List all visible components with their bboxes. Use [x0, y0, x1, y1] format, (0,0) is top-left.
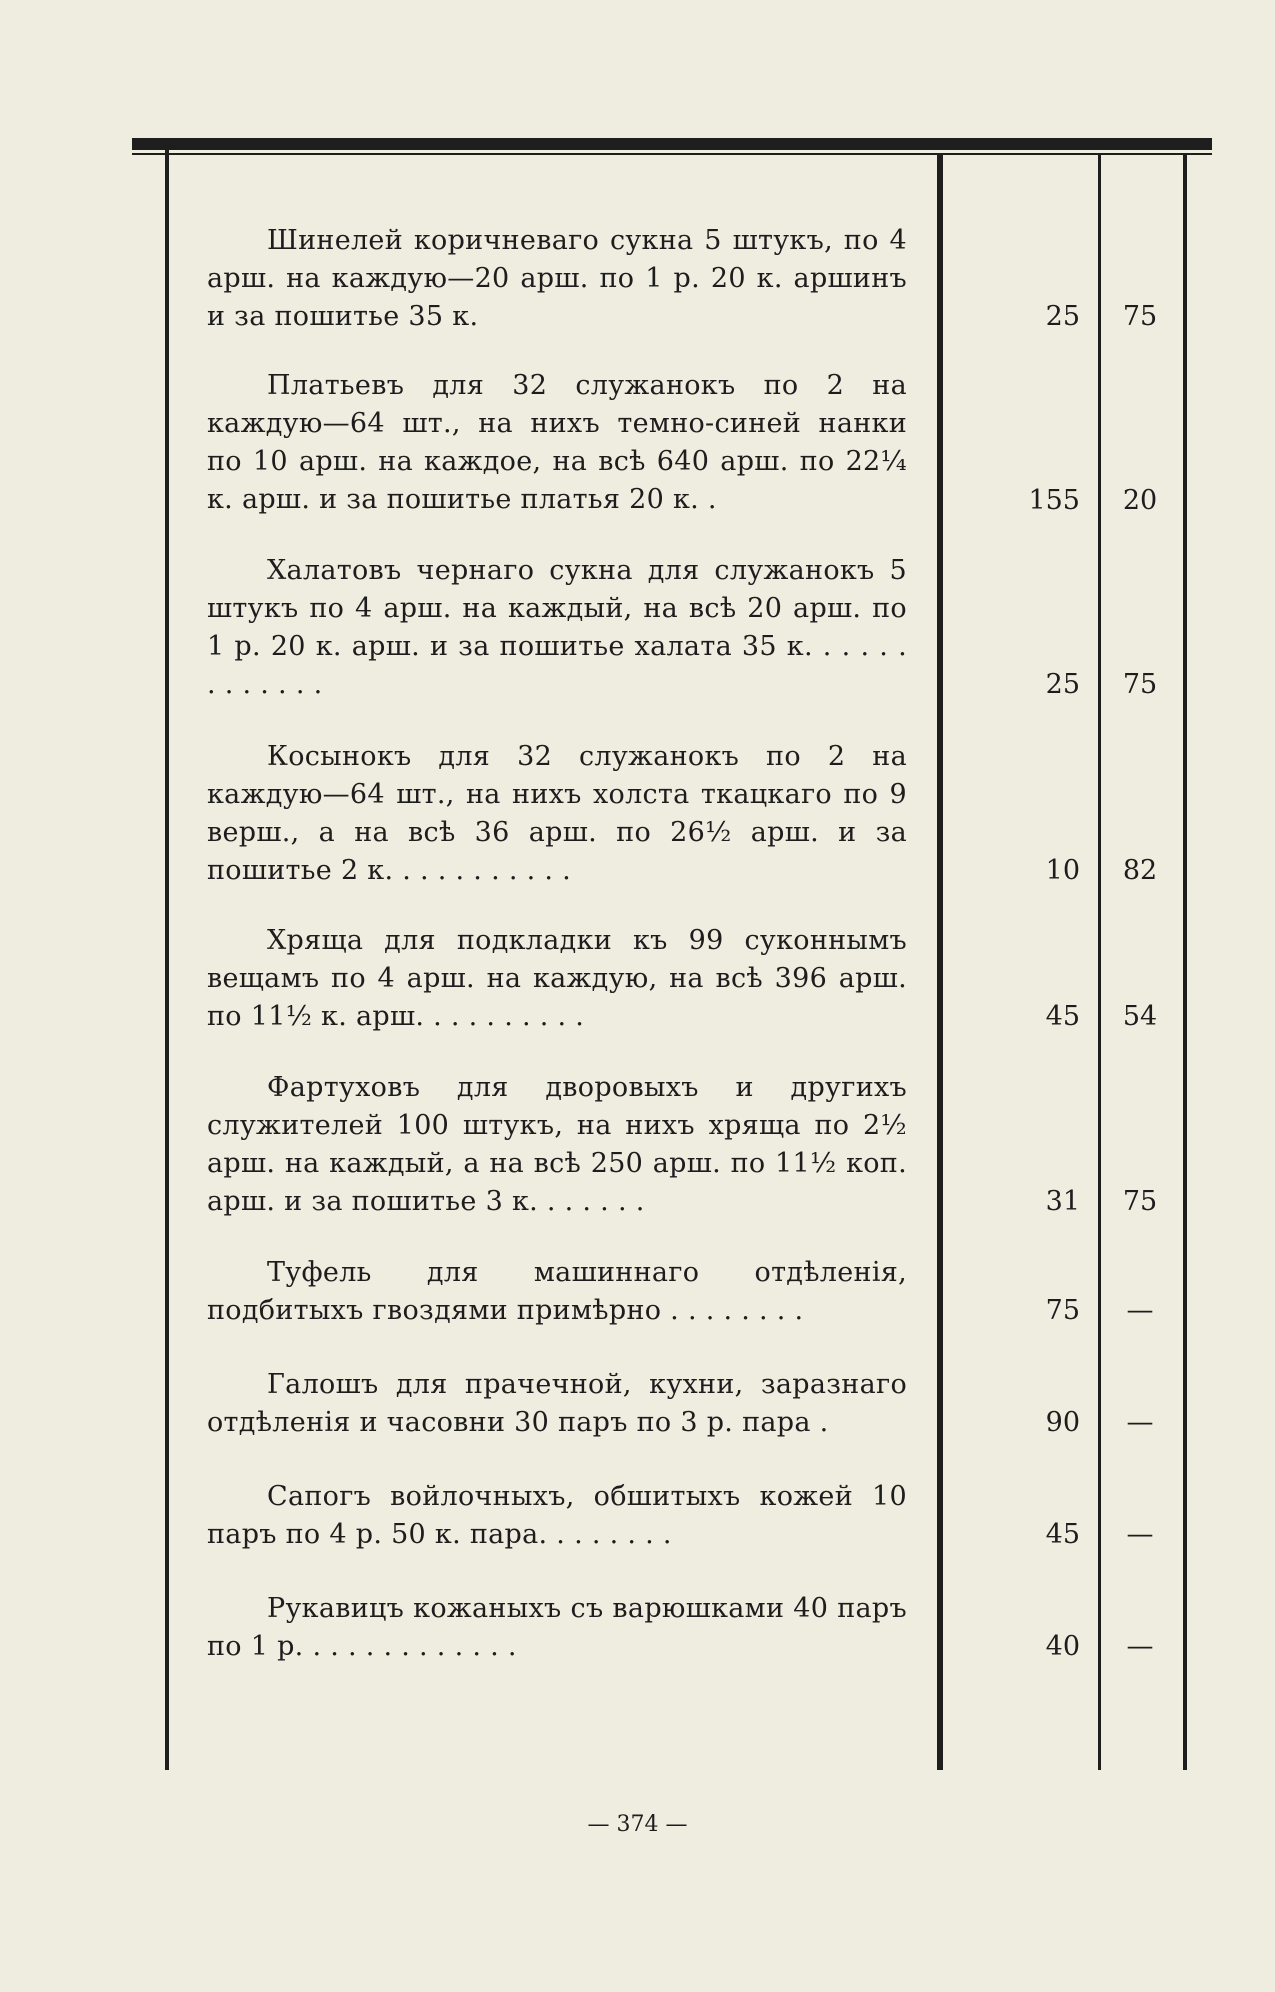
entry-4: [207, 738, 907, 890]
entry-1-rubles: 25: [1045, 301, 1080, 332]
entry-2-rubles: 155: [1028, 485, 1080, 516]
entry-10-kopecks: —: [1126, 1631, 1154, 1662]
entry-text: Галошъ для прачечной, кухни, заразнаго отдѣленія и часовни 30 паръ по 3 р. пара .: [207, 1369, 907, 1438]
entry-3: [207, 552, 907, 704]
entry-4-kopecks: 82: [1122, 855, 1158, 886]
entry-8-kopecks: —: [1126, 1407, 1154, 1438]
entry-5-kopecks: 54: [1122, 1001, 1158, 1032]
entry-7: [207, 1254, 907, 1330]
entry-6-kopecks: 75: [1122, 1186, 1158, 1217]
entry-3-rubles: 25: [1045, 669, 1080, 700]
left-column-rule: [165, 150, 169, 1770]
top-rule-thin: [132, 153, 1212, 155]
entry-2-kopecks: 20: [1122, 485, 1158, 516]
entry-3-kopecks: 75: [1122, 669, 1158, 700]
entry-1-kopecks: 75: [1122, 301, 1158, 332]
entry-text: Туфель для машиннаго отдѣленія, подбитыхъ гвоздями примѣрно . . . . . . . .: [207, 1257, 907, 1326]
entry-text: Хряща для подкладки къ 99 суконнымъ вещамъ по 4 арш. на каждую, на всѣ 396 арш. по 11½ к. арш. . . . . . . . . .: [207, 925, 907, 1032]
amount-column-rule-inner: [941, 155, 943, 1770]
entry-5-rubles: 45: [1045, 1001, 1080, 1032]
page-number: — 374 —: [587, 1812, 688, 1837]
entry-6: [207, 1069, 907, 1221]
kopeck-column-rule: [1098, 155, 1101, 1770]
entry-2: [207, 367, 907, 519]
entry-10: [207, 1590, 907, 1666]
top-rule: [132, 138, 1212, 150]
entry-1: [207, 222, 907, 336]
entry-9-kopecks: —: [1126, 1519, 1154, 1550]
entry-text: Халатовъ чернаго сукна для служанокъ 5 штукъ по 4 арш. на каждый, на всѣ 20 арш. по 1 р. 20 к. арш. и за пошитье халата 35 к. . . . . . . . . . . . .: [207, 555, 907, 700]
entry-text: Фартуховъ для дворовыхъ и другихъ служителей 100 штукъ, на нихъ хряща по 2½ арш. на каждый, а на всѣ 250 арш. по 11½ коп. арш. и за пошитье 3 к. . . . . . .: [207, 1072, 907, 1217]
entry-7-kopecks: —: [1126, 1295, 1154, 1326]
entry-8-rubles: 90: [1045, 1407, 1080, 1438]
entry-9: [207, 1478, 907, 1554]
entry-9-rubles: 45: [1045, 1519, 1080, 1550]
entry-4-rubles: 10: [1045, 855, 1080, 886]
entry-text: Платьевъ для 32 служанокъ по 2 на каждую—64 шт., на нихъ темно-синей нанки по 10 арш. на каждое, на всѣ 640 арш. по 22¼ к. арш. и за пошитье платья 20 к. .: [207, 370, 907, 515]
right-column-rule: [1183, 155, 1187, 1770]
entry-7-rubles: 75: [1045, 1295, 1080, 1326]
entry-5: [207, 922, 907, 1036]
entry-10-rubles: 40: [1045, 1631, 1080, 1662]
entry-8: [207, 1366, 907, 1442]
entry-text: Косынокъ для 32 служанокъ по 2 на каждую—64 шт., на нихъ холста ткацкаго по 9 верш., а на всѣ 36 арш. по 26½ арш. и за пошитье 2 к. . . . . . . . . . .: [207, 741, 907, 886]
entry-text: Рукавицъ кожаныхъ съ варюшками 40 паръ по 1 р. . . . . . . . . . . . .: [207, 1593, 907, 1662]
entry-text: Шинелей коричневаго сукна 5 штукъ, по 4 арш. на каждую—20 арш. по 1 р. 20 к. аршинъ и за пошитье 35 к.: [207, 225, 907, 332]
entry-text: Сапогъ войлочныхъ, обшитыхъ кожей 10 паръ по 4 р. 50 к. пара. . . . . . . .: [207, 1481, 907, 1550]
entry-6-rubles: 31: [1045, 1186, 1080, 1217]
